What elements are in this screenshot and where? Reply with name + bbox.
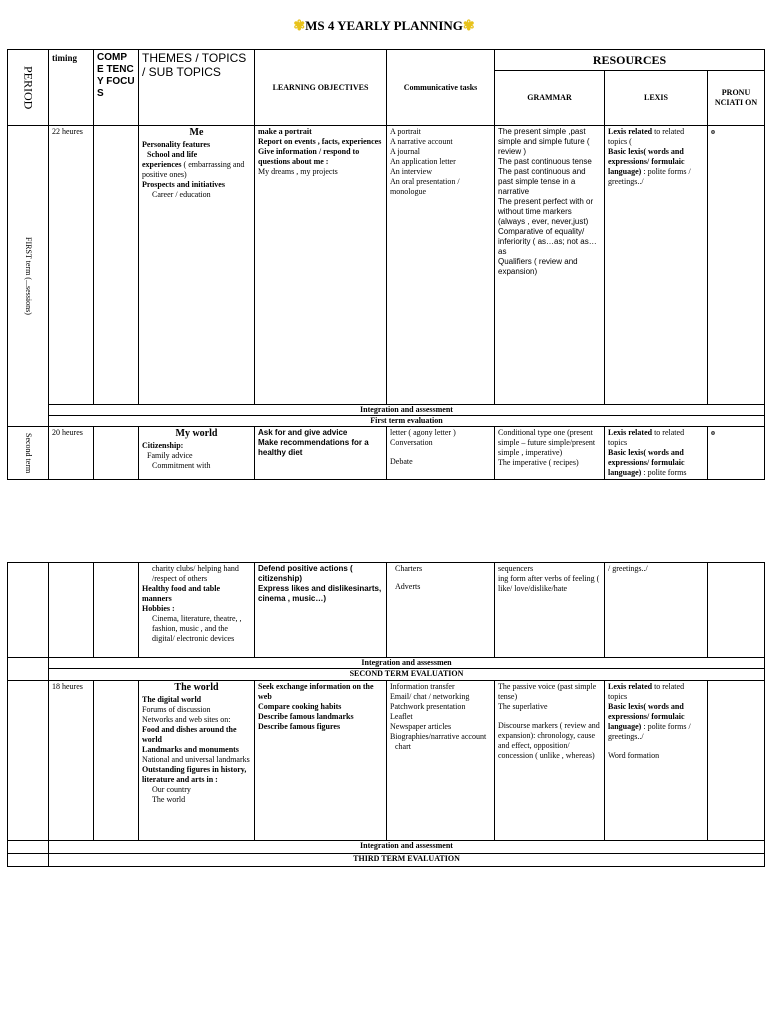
term2-integration-row: Integration and assessmen	[49, 658, 765, 669]
task-item: Email/ chat / networking	[390, 692, 470, 701]
theme-item: Cinema, literature, theatre, , fashion, music , and the digital/ electronic devices	[152, 614, 242, 643]
term3-period-bar	[8, 854, 49, 867]
term1-pronunciation: o	[708, 126, 765, 405]
term3-integration-row: Integration and assessment	[49, 841, 765, 854]
task-item: Charters	[395, 564, 423, 573]
theme-item: National and universal landmarks	[142, 754, 250, 764]
objective-item: Report on events , facts, experiences	[258, 137, 382, 146]
task-item: letter ( agony letter )	[390, 428, 456, 437]
term3-themes	[139, 681, 255, 841]
task-item: Patchwork presentation	[390, 702, 466, 711]
grammar-item: The present simple ,past simple and simple future ( review )	[498, 127, 590, 156]
theme-item: Food and dishes around the world	[142, 724, 237, 744]
term2-grammar-a	[495, 427, 605, 480]
term2-objectives-a	[255, 427, 387, 480]
term2-period-bar	[8, 658, 49, 681]
objective-item: Describe famous landmarks	[258, 712, 354, 721]
grammar-item: The imperative ( recipes)	[498, 458, 579, 467]
task-item: A narrative account	[390, 137, 453, 146]
term1-timing: 22 heures	[49, 126, 94, 405]
term3-lexis: Lexis related to related topics Basic lexis( words and expressions/ formulaic language) : polite forms / greetings../ Word formation	[605, 681, 708, 841]
grammar-item: The passive voice (past simple tense)	[498, 682, 597, 701]
term1-objectives	[255, 126, 387, 405]
theme-item: Family advice	[147, 450, 193, 460]
term3-competency	[94, 681, 139, 841]
task-item: Information transfer	[390, 682, 455, 691]
theme-item: Hobbies :	[142, 604, 175, 613]
task-item: An application letter	[390, 157, 456, 166]
theme-item: The digital world	[142, 694, 202, 704]
objective-item: make a portrait	[258, 127, 312, 136]
task-item: chart	[395, 742, 411, 751]
term1-evaluation-row: First term evaluation	[49, 416, 765, 427]
task-item: Leaflet	[390, 712, 413, 721]
term1-lexis: Lexis related to related topics ( Basic lexis( words and expressions/ formulaic language) : polite forms / greetings../	[605, 126, 708, 405]
planning-table-page-1	[7, 49, 765, 480]
grammar-item: ing form after verbs of feeling ( like/ love/dislike/hate	[498, 574, 600, 593]
header-competency: COMP E TENC Y FOCU S	[94, 50, 139, 126]
task-item: A portrait	[390, 127, 421, 136]
task-item: An interview	[390, 167, 432, 176]
term2-objectives-b	[255, 563, 387, 658]
header-resources: RESOURCES	[495, 50, 765, 71]
task-item: Debate	[390, 457, 413, 466]
theme-item: Personality features	[142, 139, 211, 149]
header-tasks: Communicative tasks	[387, 50, 495, 126]
grammar-item: Comparative of equality/ inferiority ( as…as; not as…as	[498, 227, 597, 256]
header-grammar: GRAMMAR	[495, 71, 605, 126]
header-timing: timing	[49, 50, 94, 126]
term2-competency	[94, 427, 139, 480]
star-flower-icon: ✾	[462, 19, 475, 34]
task-item: An oral presentation / monologue	[390, 177, 460, 196]
objective-item: Describe famous figures	[258, 722, 341, 731]
task-item: Newspaper articles	[390, 722, 452, 731]
term2-lexis-a: Lexis related to related topics Basic lexis( words and expressions/ formulaic language) : polite forms	[605, 427, 708, 480]
task-item: A journal	[390, 147, 420, 156]
objective-item: Defend positive actions ( citizenship)	[258, 564, 353, 583]
theme-item: Networks and web sites on:	[142, 714, 231, 724]
grammar-item: Discourse markers ( review and expansion): chronology, cause and effect, opposition/ concession ( unlike , whereas)	[498, 721, 600, 760]
task-item: Adverts	[395, 582, 421, 591]
star-flower-icon: ✾	[293, 19, 306, 34]
term2-grammar-b	[495, 563, 605, 658]
term2-lexis-b: / greetings../	[605, 563, 708, 658]
theme-item: Forums of discussion	[142, 704, 211, 714]
term2-themes-b	[139, 563, 255, 658]
header-pronunciation: PRONU NCIATI ON	[708, 71, 765, 126]
objective-item: Express likes and dislikesinarts, cinema , music…)	[258, 584, 382, 603]
term2-pronunciation: o	[708, 427, 765, 480]
grammar-item: The present perfect with or without time markers (always , ever, never,just)	[498, 197, 594, 226]
theme-item: Healthy food and table manners	[142, 584, 221, 603]
objective-item: Seek exchange information on the web	[258, 682, 374, 701]
header-objectives: LEARNING OBJECTIVES	[255, 50, 387, 126]
theme-item: Citizenship:	[142, 440, 184, 450]
term2-competency-cont	[94, 563, 139, 658]
term1-tasks	[387, 126, 495, 405]
term2-timing-cont	[49, 563, 94, 658]
grammar-item: The superlative	[498, 702, 548, 711]
term3-pronunciation	[708, 681, 765, 841]
theme-item: The world	[152, 794, 186, 804]
term1-topic: Me	[189, 127, 204, 138]
theme-item: Landmarks and monuments	[142, 744, 239, 754]
term3-period	[8, 681, 49, 841]
term2-tasks-a	[387, 427, 495, 480]
theme-item: experiences ( embarrassing and positive ones)	[142, 159, 245, 179]
task-item: Conversation	[390, 438, 433, 447]
term3-objectives	[255, 681, 387, 841]
grammar-item: sequencers	[498, 564, 534, 573]
page-title: ✾MS 4 YEARLY PLANNING✾	[293, 18, 475, 34]
term3-grammar	[495, 681, 605, 841]
header-themes: THEMES / TOPICS / SUB TOPICS	[139, 50, 255, 126]
theme-item: Commitment with	[152, 460, 211, 470]
objective-item: My dreams , my projects	[258, 167, 338, 176]
term2-evaluation-row: SECOND TERM EVALUATION	[49, 669, 765, 681]
theme-item: Outstanding figures in history, literature and arts in :	[142, 764, 247, 784]
grammar-item: Qualifiers ( review and expansion)	[498, 257, 578, 276]
header-period: PERIOD	[8, 50, 49, 126]
grammar-item: Conditional type one (present simple – future simple/present simple , imperative)	[498, 428, 596, 457]
term2-period-cont	[8, 563, 49, 658]
theme-item: School and life	[147, 149, 198, 159]
term1-competency	[94, 126, 139, 405]
term2-pronunciation-cont	[708, 563, 765, 658]
objective-item: Give information / respond to questions about me :	[258, 147, 360, 166]
objective-item: Compare cooking habits	[258, 702, 342, 711]
term1-period: FIRST term (...sessions)	[8, 126, 49, 427]
term3-period-bar	[8, 841, 49, 854]
grammar-item: The past continuous and past simple tense in a narrative	[498, 167, 586, 196]
planning-table-page-2	[7, 562, 765, 867]
objective-item: Ask for and give advice	[258, 428, 348, 437]
term2-themes-a	[139, 427, 255, 480]
term3-tasks	[387, 681, 495, 841]
header-lexis: LEXIS	[605, 71, 708, 126]
objective-item: Make recommendations for a healthy diet	[258, 438, 369, 457]
term3-evaluation-row: THIRD TERM EVALUATION	[49, 854, 765, 867]
task-item: Biographies/narrative account	[390, 732, 487, 741]
theme-item: Our country	[152, 784, 191, 794]
theme-item: Prospects and initiatives	[142, 179, 225, 189]
term3-topic: The world	[174, 682, 219, 693]
theme-item: charity clubs/ helping hand /respect of others	[152, 564, 239, 583]
term1-grammar	[495, 126, 605, 405]
term2-timing: 20 heures	[49, 427, 94, 480]
grammar-item: The past continuous tense	[498, 157, 592, 166]
term2-tasks-b	[387, 563, 495, 658]
term2-topic: My world	[175, 428, 218, 439]
term1-integration-row: Integration and assessment	[49, 405, 765, 416]
term2-period: Second term	[8, 427, 49, 480]
theme-item: Career / education	[152, 189, 211, 199]
term3-timing: 18 heures	[49, 681, 94, 841]
term1-themes	[139, 126, 255, 405]
